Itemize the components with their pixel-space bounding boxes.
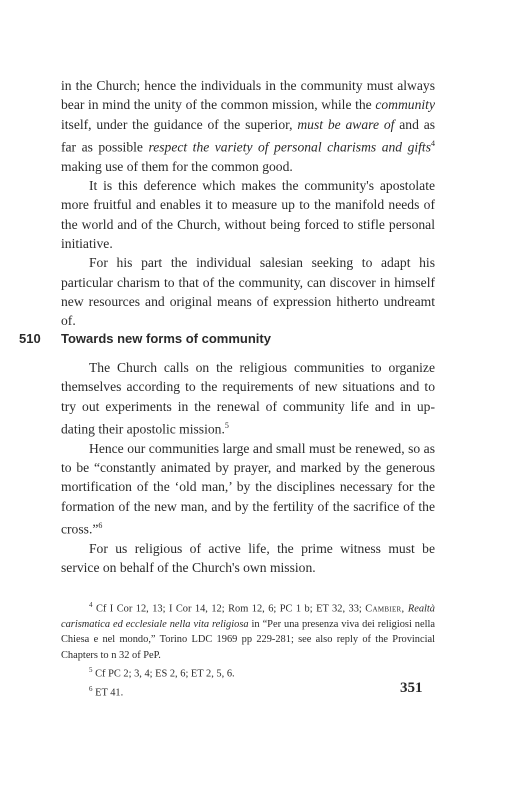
text-run: making use of them for the common good. <box>61 158 293 174</box>
italic-text: community <box>375 97 435 113</box>
footnote-ref: 6 <box>98 520 103 530</box>
paragraph: It is this deference which makes the community's apostolate more fruitful and enables it to measure up to the manifold needs of the world and of the Church, without being forced to stifle personal initiative. <box>61 178 435 251</box>
text-run: Hence our communities large and small must be renewed, so as to be “constantly animated by prayer, and marked by the generous mortification of the ‘old man,’ by the disciplines necessary for the formation of the new man, and by the fertility of the sacrifice of the cross.” <box>61 440 435 537</box>
section-title: Towards new forms of community <box>61 331 271 346</box>
section-number: 510 <box>19 331 41 346</box>
footnote-ref: 5 <box>224 420 229 430</box>
italic-text: must be aware of <box>297 116 395 132</box>
text-run: and as far as possible <box>61 116 436 155</box>
footnote-4 <box>61 598 435 663</box>
footnote-6 <box>61 682 435 701</box>
text-run: in “Per una presenza viva dei religiosi nella Chiesa e nel mondo,” Torino LDC 1969 pp 229-281; see also reply of the Provincial Chapters to n 32 of PeP. <box>61 618 435 661</box>
footnote-mark: 6 <box>89 684 93 693</box>
italic-text: respect the variety of personal charisms and gifts <box>148 139 431 155</box>
footnotes <box>61 598 435 701</box>
footnote-mark: 4 <box>89 601 93 609</box>
text-run: Cf I Cor 12, 13; I Cor 14, 12; Rom 12, 6; PC 1 b; ET 32, 33; <box>92 603 366 615</box>
text-run: in the Church; hence the individuals in the community must always bear in mind the unity of the common mission, while the <box>61 78 435 113</box>
footnote-ref: 4 <box>431 138 435 148</box>
paragraph <box>61 439 435 539</box>
text-run: Cf PC 2; 3, 4; ES 2, 6; ET 2, 5, 6. <box>92 668 235 680</box>
page-number: 351 <box>400 680 423 696</box>
body-text-top <box>61 76 435 330</box>
text-run: itself, under the guidance of the superior, <box>61 116 298 132</box>
footnote-mark: 5 <box>89 666 93 675</box>
footnote-5 <box>61 663 435 682</box>
paragraph: For us religious of active life, the prime witness must be service on behalf of the Church's own mission. <box>61 540 435 576</box>
paragraph <box>61 358 435 439</box>
body-text-bottom <box>61 358 435 577</box>
text-run: ET 41. <box>92 687 124 699</box>
text-run: The Church calls on the religious communities to organize themselves according to the requirements of new situations and to try out experiments in the renewal of community life and in up-dating their apostolic mission. <box>61 360 435 437</box>
work-title: Realtà carismatica ed ecclesiale nella vita religiosa <box>61 603 435 630</box>
paragraph: For his part the individual salesian seeking to adapt his particular charism to that of the community, can discover in himself new resources and original means of expression hitherto undreamt of. <box>61 255 435 329</box>
paragraph-continued <box>61 76 435 176</box>
author-name: Cambier, <box>365 603 405 615</box>
